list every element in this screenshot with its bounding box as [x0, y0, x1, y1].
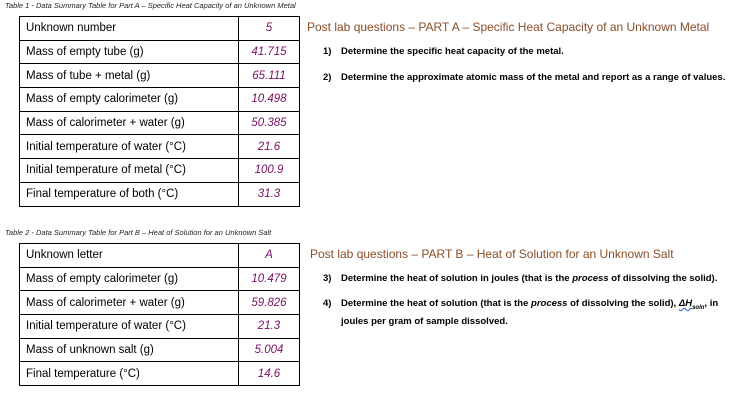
table-a-row-value: 41.715 [239, 40, 300, 64]
table-part-a [19, 16, 300, 207]
table-a-row-value: 50.385 [239, 111, 300, 135]
question-1-number: 1) [323, 46, 332, 57]
question-3-text: Determine the heat of solution in joules (that is the process of dissolving the solid). [341, 273, 718, 284]
table-a-row-value: 100.9 [239, 159, 300, 183]
table-b-row-value: 5.004 [239, 338, 300, 362]
table-b-row-label: Initial temperature of water (°C) [20, 315, 239, 339]
table-a-row-label: Initial temperature of water (°C) [20, 135, 239, 159]
table-b-row-label: Mass of calorimeter + water (g) [20, 291, 239, 315]
table-a-row [20, 88, 300, 112]
table-b-row [20, 244, 300, 268]
question-4-text: Determine the heat of solution (that is the process of dissolving the solid), $\Delta H_{soln}$, in joules per gram of sample dissolved. [341, 298, 719, 328]
table-1-caption: Table 1 - Data Summary Table for Part A – Specific Heat Capacity of an Unknown Metal [5, 1, 296, 10]
table-a-row [20, 182, 300, 206]
table-a-row [20, 159, 300, 183]
table-a-row-label: Mass of empty tube (g) [20, 40, 239, 64]
table-a-row [20, 64, 300, 88]
table-b-row [20, 267, 300, 291]
question-4-emphasis: process [531, 298, 568, 309]
table-b-row [20, 362, 300, 386]
question-4-number: 4) [323, 298, 332, 309]
question-2-number: 2) [323, 72, 332, 83]
table-a-row-label: Unknown number [20, 17, 239, 41]
part-b-heading: Post lab questions – PART B – Heat of Solution for an Unknown Salt [310, 247, 674, 261]
table-b-row-value: 21.3 [239, 315, 300, 339]
table-b-row-label: Mass of unknown salt (g) [20, 338, 239, 362]
table-a-row [20, 111, 300, 135]
table-a-row-label: Mass of calorimeter + water (g) [20, 111, 239, 135]
table-b-row-label: Mass of empty calorimeter (g) [20, 267, 239, 291]
table-a-row [20, 40, 300, 64]
table-b-row [20, 338, 300, 362]
table-b-row-label: Final temperature (°C) [20, 362, 239, 386]
part-a-heading: Post lab questions – PART A – Specific Heat Capacity of an Unknown Metal [307, 20, 710, 34]
table-b-row-value: 14.6 [239, 362, 300, 386]
table-a-row-label: Mass of tube + metal (g) [20, 64, 239, 88]
question-4 [323, 297, 747, 329]
question-2-text: Determine the approximate atomic mass of the metal and report as a range of values. [341, 72, 726, 83]
table-a-row-value: 21.6 [239, 135, 300, 159]
table-2-caption: Table 2 - Data Summary Table for Part B – Heat of Solution for an Unknown Salt [5, 228, 272, 237]
table-a-row-value: 31.3 [239, 182, 300, 206]
table-b-row-value: A [239, 244, 300, 268]
table-b-row-value: 10.479 [239, 267, 300, 291]
table-b-row-value: 59.826 [239, 291, 300, 315]
table-b-row [20, 291, 300, 315]
table-b-row [20, 315, 300, 339]
question-3-number: 3) [323, 273, 332, 284]
table-a-row-value: 10.498 [239, 88, 300, 112]
delta-h-soln-symbol: $\Delta H_{soln}$ [678, 298, 705, 311]
table-a-row-value: 65.111 [239, 64, 300, 88]
question-1 [323, 45, 564, 59]
table-a-row-value: 5 [239, 17, 300, 41]
table-part-b [19, 243, 300, 386]
table-a-row-label: Mass of empty calorimeter (g) [20, 88, 239, 112]
question-2 [323, 71, 725, 85]
table-a-row [20, 17, 300, 41]
table-a-row-label: Initial temperature of metal (°C) [20, 159, 239, 183]
question-1-text: Determine the specific heat capacity of the metal. [341, 46, 564, 57]
table-a-row-label: Final temperature of both (°C) [20, 182, 239, 206]
question-3 [323, 272, 717, 286]
table-a-row [20, 135, 300, 159]
question-3-emphasis: process [572, 273, 609, 284]
table-b-row-label: Unknown letter [20, 244, 239, 268]
